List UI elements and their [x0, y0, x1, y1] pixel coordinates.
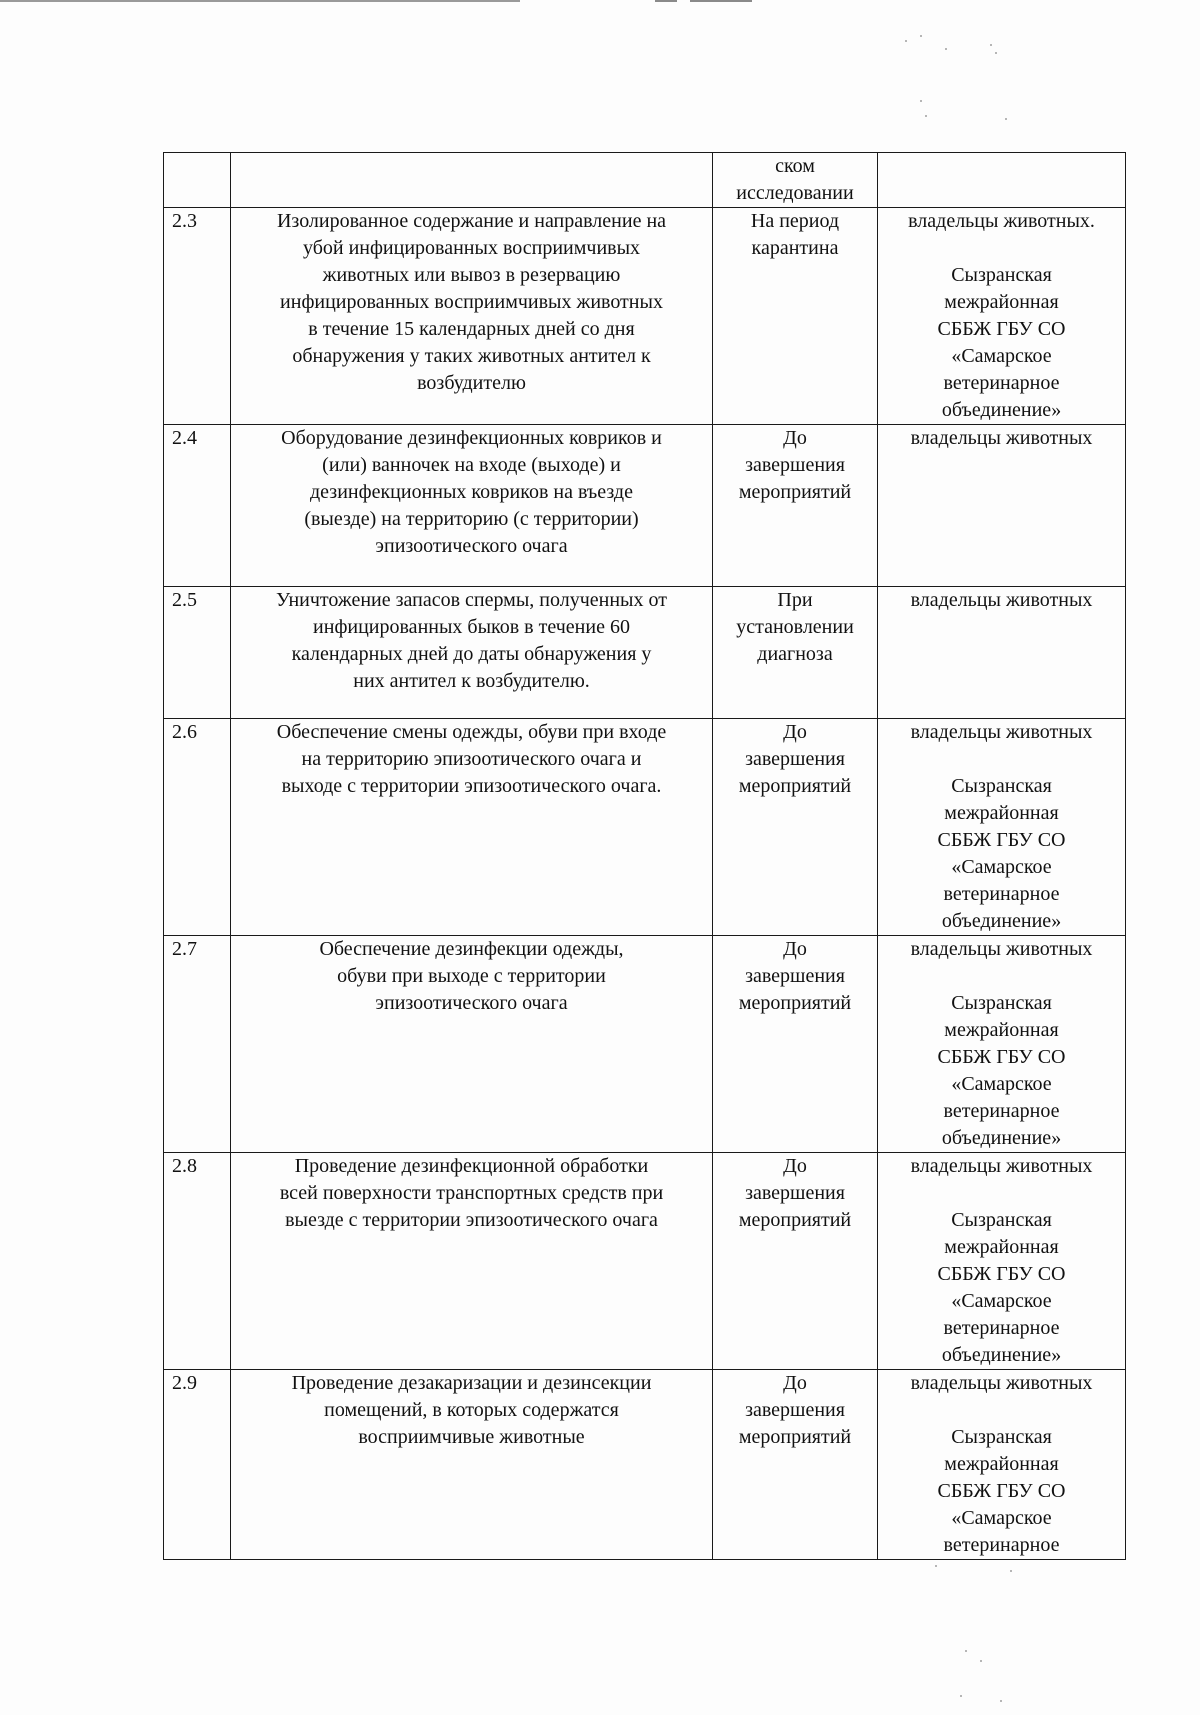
row-number: 2.8 [172, 1155, 197, 1177]
responsible-owners: владельцы животных [910, 938, 1093, 960]
responsible-org-line: Сызранская [951, 264, 1052, 286]
responsible-org-line: «Самарское [951, 345, 1052, 367]
row-number-cell [164, 208, 231, 425]
scan-speck [920, 100, 922, 102]
scan-speck [960, 1695, 962, 1697]
responsible-gap [884, 1397, 1119, 1424]
scan-speck [920, 35, 922, 37]
responsible-org-line: СББЖ ГБУ СО [937, 1263, 1066, 1285]
table-row [164, 208, 1126, 425]
scan-speck [925, 115, 927, 117]
action-line: календарных дней до даты обнаружения у [291, 643, 652, 665]
responsible-owners: владельцы животных [910, 589, 1093, 611]
scan-speck [945, 48, 947, 50]
action-line: всей поверхности транспортных средств при [279, 1182, 664, 1204]
deadline-line: завершения [745, 1182, 845, 1204]
deadline-line: завершения [745, 748, 845, 770]
responsible-org-line: межрайонная [944, 1019, 1059, 1041]
responsible-org-line: межрайонная [944, 1453, 1059, 1475]
deadline-line: диагноза [757, 643, 833, 665]
responsible-org-line: «Самарское [951, 1290, 1052, 1312]
action-line: (выезде) на территорию (с территории) [304, 508, 639, 530]
action-cell [231, 153, 713, 208]
responsible-org-line: объединение» [941, 1127, 1062, 1149]
deadline-line: карантина [751, 237, 839, 259]
action-line: животных или вывоз в резервацию [322, 264, 621, 286]
responsible-cell [878, 719, 1126, 936]
action-line: обуви при выходе с территории [337, 965, 606, 987]
responsible-gap [884, 963, 1119, 990]
action-line: Обеспечение дезинфекции одежды, [319, 938, 624, 960]
responsible-cell [878, 1370, 1126, 1560]
action-line: (или) ванночек на входе (выходе) и [322, 454, 621, 476]
responsible-cell [878, 208, 1126, 425]
deadline-cell [713, 1153, 878, 1370]
responsible-org-line: ветеринарное [943, 1100, 1060, 1122]
action-line: Изолированное содержание и направление на [276, 210, 667, 232]
responsible-cell [878, 587, 1126, 719]
action-cell [231, 936, 713, 1153]
responsible-org-line: «Самарское [951, 1507, 1052, 1529]
table-row-continued [164, 153, 1126, 208]
deadline-line: завершения [745, 965, 845, 987]
responsible-cell [878, 425, 1126, 587]
responsible-org-line: межрайонная [944, 1236, 1059, 1258]
deadline-line: До [783, 721, 807, 743]
responsible-org-line: межрайонная [944, 291, 1059, 313]
responsible-gap [884, 235, 1119, 262]
table-row [164, 425, 1126, 587]
table-row [164, 719, 1126, 936]
deadline-cell [713, 936, 878, 1153]
row-number: 2.6 [172, 721, 197, 743]
deadline-line: исследовании [736, 182, 854, 204]
action-line: дезинфекционных ковриков на въезде [310, 481, 633, 503]
scan-speck [905, 40, 907, 42]
responsible-owners: владельцы животных. [908, 210, 1095, 232]
deadline-line: До [783, 1372, 807, 1394]
scan-speck [990, 44, 992, 46]
deadline-line: мероприятий [738, 775, 852, 797]
responsible-cell [878, 1153, 1126, 1370]
scan-mark [690, 0, 752, 2]
responsible-org-line: «Самарское [951, 856, 1052, 878]
deadline-line: На период [750, 210, 840, 232]
action-cell [231, 587, 713, 719]
row-number-cell [164, 936, 231, 1153]
responsible-owners: владельцы животных [910, 721, 1093, 743]
deadline-cell [713, 587, 878, 719]
deadline-line: завершения [745, 454, 845, 476]
deadline-cell [713, 425, 878, 587]
responsible-gap [884, 1180, 1119, 1207]
scan-speck [1010, 1570, 1012, 1572]
deadline-line: мероприятий [738, 481, 852, 503]
responsible-org-line: Сызранская [951, 775, 1052, 797]
row-number: 2.9 [172, 1372, 197, 1394]
measures-table [163, 152, 1126, 1560]
action-line: возбудителю [417, 372, 526, 394]
action-line: обнаружения у таких животных антител к [292, 345, 651, 367]
row-number-cell [164, 719, 231, 936]
action-cell [231, 1370, 713, 1560]
action-line: Проведение дезинфекционной обработки [294, 1155, 649, 1177]
action-line: них антител к возбудителю. [353, 670, 590, 692]
action-line: инфицированных восприимчивых животных [280, 291, 663, 313]
deadline-line: установлении [736, 616, 854, 638]
deadline-line: мероприятий [738, 992, 852, 1014]
deadline-cell [713, 1370, 878, 1560]
responsible-owners: владельцы животных [910, 1155, 1093, 1177]
table-body [164, 153, 1126, 1560]
responsible-cell [878, 153, 1126, 208]
action-line: выезде с территории эпизоотического очага [285, 1209, 658, 1231]
responsible-org-line: ветеринарное [943, 372, 1060, 394]
responsible-org-line: Сызранская [951, 1209, 1052, 1231]
action-cell [231, 425, 713, 587]
scan-speck [995, 52, 997, 54]
deadline-line: До [783, 938, 807, 960]
row-number-cell [164, 153, 231, 208]
responsible-org-line: Сызранская [951, 1426, 1052, 1448]
responsible-org-line: «Самарское [951, 1073, 1052, 1095]
responsible-owners: владельцы животных [910, 427, 1093, 449]
row-number-cell [164, 1153, 231, 1370]
responsible-org-line: объединение» [941, 1344, 1062, 1366]
scan-edge-line [0, 0, 520, 2]
action-line: Обеспечение смены одежды, обуви при входе [276, 721, 667, 743]
row-number-cell [164, 425, 231, 587]
deadline-cell [713, 208, 878, 425]
responsible-cell [878, 936, 1126, 1153]
action-cell [231, 1153, 713, 1370]
deadline-line: До [783, 1155, 807, 1177]
responsible-org-line: объединение» [941, 399, 1062, 421]
responsible-org-line: ветеринарное [943, 1534, 1060, 1556]
scan-speck [935, 1565, 937, 1567]
deadline-line: завершения [745, 1399, 845, 1421]
responsible-org-line: Сызранская [951, 992, 1052, 1014]
row-number: 2.7 [172, 938, 197, 960]
scan-speck [1000, 1700, 1002, 1702]
responsible-org-line: СББЖ ГБУ СО [937, 1046, 1066, 1068]
action-line: выходе с территории эпизоотического очага. [281, 775, 662, 797]
action-line: Оборудование дезинфекционных ковриков и [281, 427, 662, 449]
row-number: 2.5 [172, 589, 197, 611]
scan-speck [965, 1650, 967, 1652]
responsible-gap [884, 746, 1119, 773]
responsible-org-line: СББЖ ГБУ СО [937, 1480, 1066, 1502]
responsible-org-line: СББЖ ГБУ СО [937, 829, 1066, 851]
responsible-org-line: межрайонная [944, 802, 1059, 824]
action-line: убой инфицированных восприимчивых [302, 237, 641, 259]
row-number-cell [164, 587, 231, 719]
responsible-org-line: СББЖ ГБУ СО [937, 318, 1066, 340]
responsible-owners: владельцы животных [910, 1372, 1093, 1394]
row-number: 2.3 [172, 210, 197, 232]
action-line: эпизоотического очага [375, 535, 568, 557]
action-line: на территорию эпизоотического очага и [301, 748, 642, 770]
table-row [164, 936, 1126, 1153]
action-cell [231, 208, 713, 425]
table-row [164, 1153, 1126, 1370]
responsible-org-line: ветеринарное [943, 883, 1060, 905]
row-number: 2.4 [172, 427, 197, 449]
scan-speck [1005, 118, 1007, 120]
scan-mark [655, 0, 677, 2]
deadline-cell [713, 153, 878, 208]
deadline-line: мероприятий [738, 1209, 852, 1231]
deadline-line: ском [775, 155, 815, 177]
action-line: эпизоотического очага [375, 992, 568, 1014]
row-number-cell [164, 1370, 231, 1560]
action-line: Проведение дезакаризации и дезинсекции [291, 1372, 652, 1394]
deadline-line: мероприятий [738, 1426, 852, 1448]
responsible-org-line: объединение» [941, 910, 1062, 932]
action-line: Уничтожение запасов спермы, полученных от [276, 589, 667, 611]
deadline-line: До [783, 427, 807, 449]
action-line: в течение 15 календарных дней со дня [308, 318, 635, 340]
table-row [164, 587, 1126, 719]
action-line: восприимчивые животные [358, 1426, 585, 1448]
action-line: помещений, в которых содержатся [324, 1399, 619, 1421]
deadline-cell [713, 719, 878, 936]
action-line: инфицированных быков в течение 60 [313, 616, 630, 638]
action-cell [231, 719, 713, 936]
table-row [164, 1370, 1126, 1560]
scan-speck [980, 1660, 982, 1662]
deadline-line: При [777, 589, 813, 611]
responsible-org-line: ветеринарное [943, 1317, 1060, 1339]
